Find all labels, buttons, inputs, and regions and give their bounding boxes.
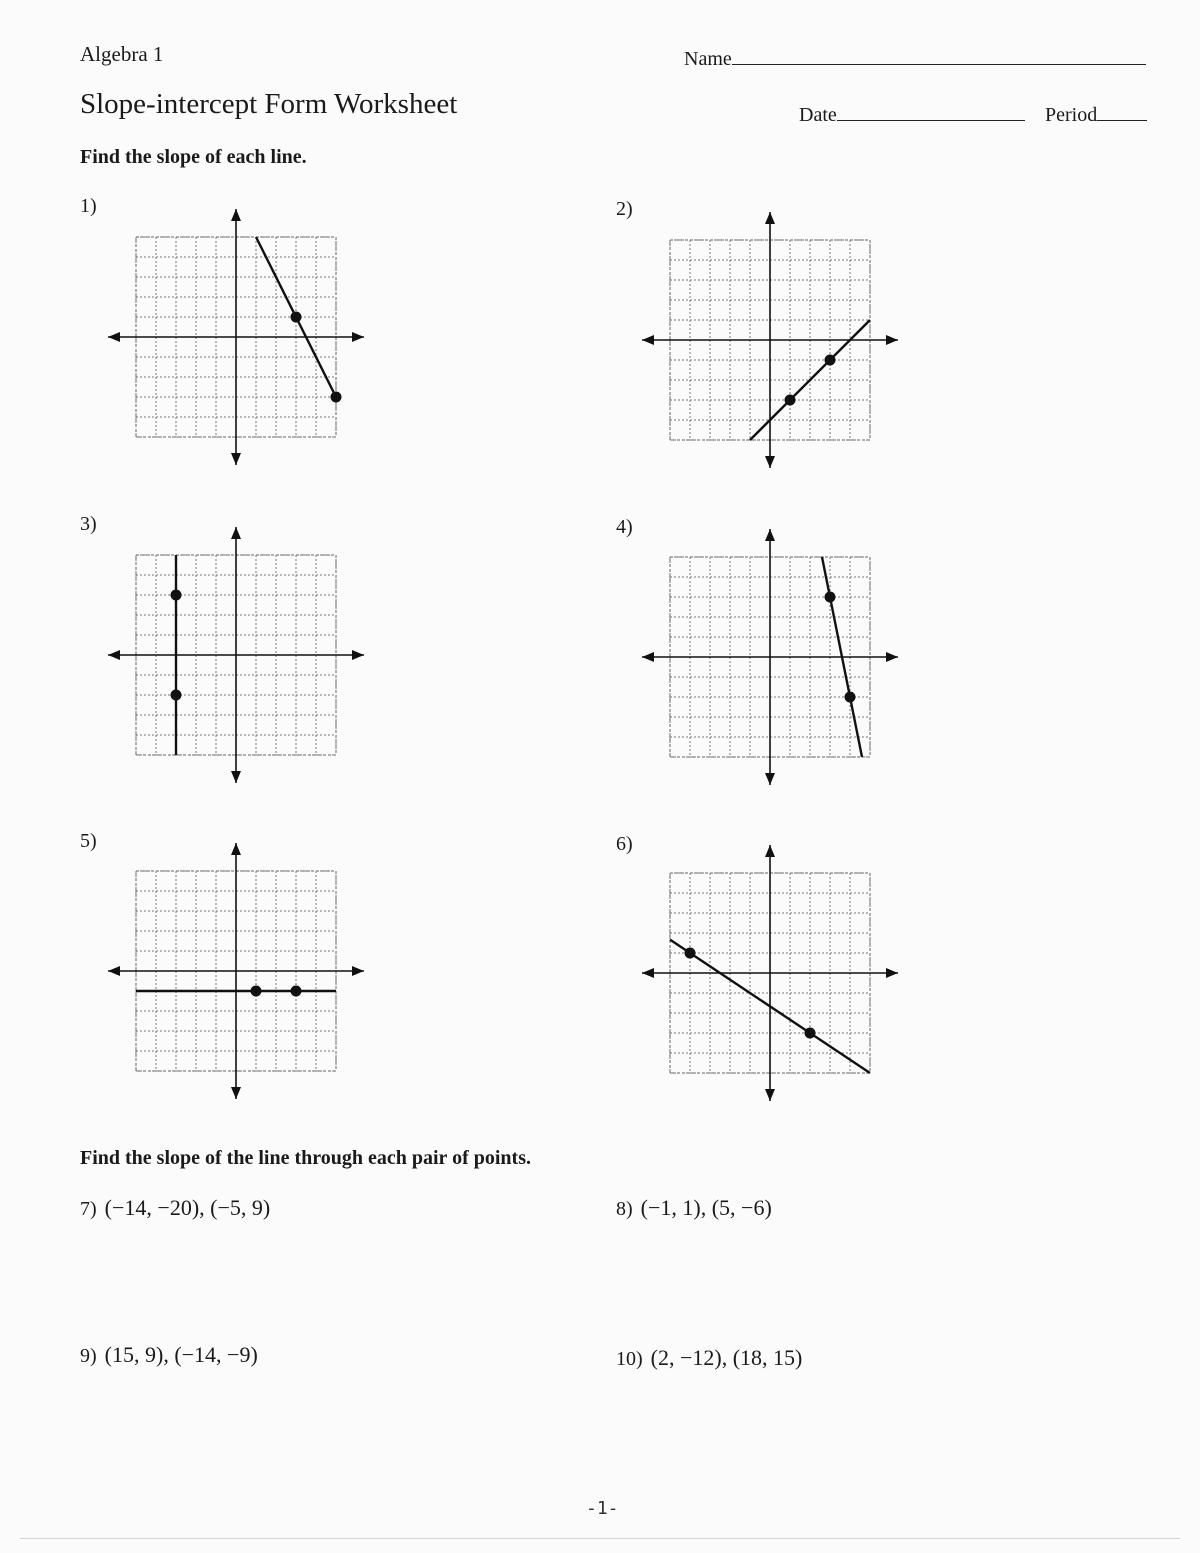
- problem-points: (−14, −20), (−5, 9): [104, 1195, 271, 1220]
- graph-label: 5): [80, 830, 97, 852]
- y-axis-arrow-up: [231, 527, 241, 539]
- y-axis-arrow-down: [231, 1087, 241, 1099]
- plotted-point: [825, 355, 836, 366]
- y-axis-arrow-down: [231, 771, 241, 783]
- plotted-point: [171, 690, 182, 701]
- problem-8: [616, 1195, 772, 1221]
- section2-instruction: Find the slope of the line through each pair of points.: [80, 1147, 531, 1169]
- graph-1: [108, 209, 364, 465]
- plotted-point: [845, 692, 856, 703]
- graph-label: 6): [616, 833, 633, 855]
- x-axis-arrow-right: [886, 968, 898, 978]
- problem-7: [80, 1195, 270, 1221]
- graph-label: 2): [616, 198, 633, 220]
- page-number: -1-: [586, 1498, 619, 1519]
- plotted-point: [785, 395, 796, 406]
- x-axis-arrow-right: [352, 966, 364, 976]
- problem-number: 8): [616, 1198, 633, 1220]
- date-label: Date: [799, 104, 837, 126]
- name-label: Name: [684, 48, 732, 70]
- y-axis-arrow-down: [765, 773, 775, 785]
- x-axis-arrow-left: [108, 332, 120, 342]
- x-axis-arrow-right: [352, 332, 364, 342]
- y-axis-arrow-down: [765, 456, 775, 468]
- problem-number: 9): [80, 1345, 97, 1367]
- y-axis-arrow-up: [765, 845, 775, 857]
- x-axis-arrow-right: [886, 652, 898, 662]
- plotted-point: [825, 592, 836, 603]
- x-axis-arrow-left: [108, 966, 120, 976]
- graph-5: [108, 843, 364, 1099]
- x-axis-arrow-right: [352, 650, 364, 660]
- plotted-point: [805, 1028, 816, 1039]
- plotted-point: [685, 948, 696, 959]
- plotted-point: [291, 986, 302, 997]
- problem-number: 10): [616, 1348, 643, 1370]
- x-axis-arrow-left: [642, 652, 654, 662]
- y-axis-arrow-up: [765, 529, 775, 541]
- graph-label: 3): [80, 513, 97, 535]
- section1-instruction: Find the slope of each line.: [80, 146, 307, 168]
- graph-label: 1): [80, 195, 97, 217]
- plotted-point: [171, 590, 182, 601]
- period-label: Period: [1045, 104, 1098, 126]
- scan-edge-divider: [20, 1538, 1180, 1539]
- plotted-point: [331, 392, 342, 403]
- y-axis-arrow-up: [765, 212, 775, 224]
- y-axis-arrow-down: [765, 1089, 775, 1101]
- x-axis-arrow-left: [108, 650, 120, 660]
- graph-4: [642, 529, 898, 785]
- problem-points: (−1, 1), (5, −6): [640, 1195, 772, 1220]
- graph-2: [642, 212, 898, 468]
- problem-9: [80, 1342, 258, 1368]
- problem-10: [616, 1345, 802, 1371]
- x-axis-arrow-right: [886, 335, 898, 345]
- graph-6: [642, 845, 898, 1101]
- plotted-point: [251, 986, 262, 997]
- problem-number: 7): [80, 1198, 97, 1220]
- graph-label: 4): [616, 516, 633, 538]
- y-axis-arrow-up: [231, 209, 241, 221]
- x-axis-arrow-left: [642, 335, 654, 345]
- course-label: Algebra 1: [80, 42, 164, 66]
- worksheet-title: Slope-intercept Form Worksheet: [80, 88, 458, 120]
- problem-points: (15, 9), (−14, −9): [104, 1342, 258, 1367]
- x-axis-arrow-left: [642, 968, 654, 978]
- y-axis-arrow-up: [231, 843, 241, 855]
- plotted-point: [291, 312, 302, 323]
- graph-3: [108, 527, 364, 783]
- y-axis-arrow-down: [231, 453, 241, 465]
- problem-points: (2, −12), (18, 15): [650, 1345, 803, 1370]
